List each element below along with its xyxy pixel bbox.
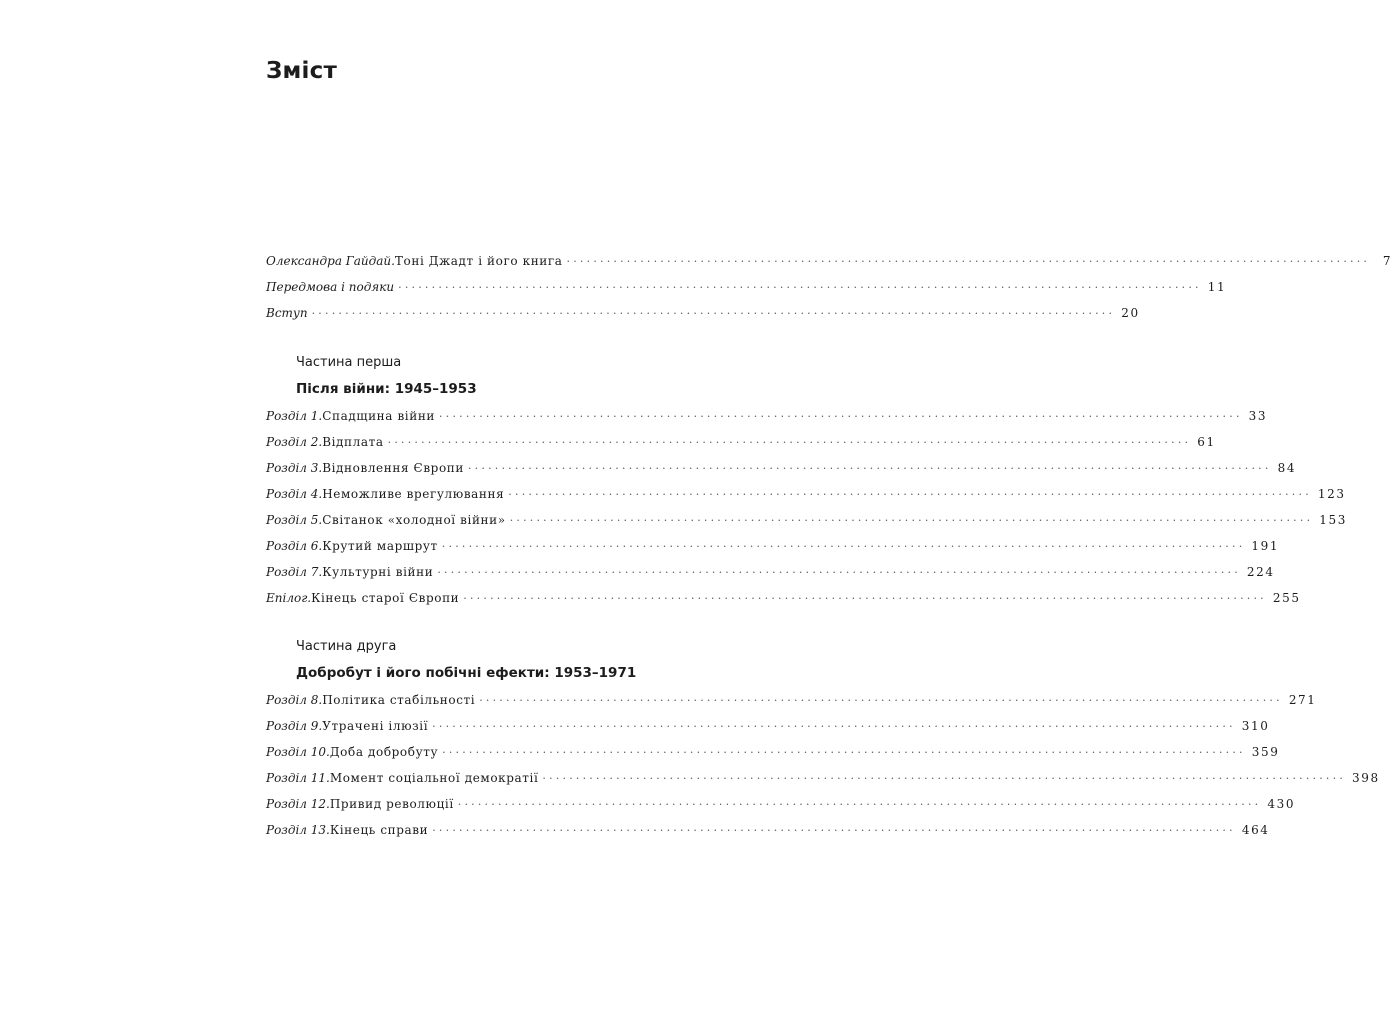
dot-leader: ························································································································ xyxy=(467,462,1272,475)
dot-leader: ························································································································ xyxy=(398,281,1202,294)
toc-entry-introduction xyxy=(266,303,1140,323)
entry-title: Момент соціальної демократії xyxy=(329,771,539,785)
entry-lead: Розділ 8. xyxy=(266,693,323,707)
dot-leader: ························································································································ xyxy=(463,592,1267,605)
entry-title: Культурні війни xyxy=(322,565,434,579)
entry-title: Привид революції xyxy=(329,797,454,811)
entry-title: Кінець справи xyxy=(329,823,429,837)
entry-lead: Розділ 3. xyxy=(266,461,323,475)
entry-lead: Розділ 4. xyxy=(266,487,323,501)
entry-lead: Розділ 12. xyxy=(266,797,330,811)
entry-page-number: 7 xyxy=(1382,254,1392,268)
toc-entry-preface xyxy=(266,277,1227,297)
dot-leader: ························································································································ xyxy=(457,798,1262,811)
toc-entry xyxy=(266,820,1270,840)
entry-page-number: 33 xyxy=(1248,409,1268,423)
dot-leader: ························································································································ xyxy=(509,514,1314,527)
entry-page-number: 11 xyxy=(1207,280,1227,294)
entry-lead: Епілог. xyxy=(266,591,312,605)
dot-leader: ························································································································ xyxy=(542,772,1347,785)
entry-lead: Олександра Гайдай. xyxy=(266,254,395,268)
toc-entry xyxy=(266,562,1275,582)
dot-leader: ························································································································ xyxy=(479,694,1283,707)
entry-title: Світанок «холодної війни» xyxy=(322,513,506,527)
toc-entry xyxy=(266,588,1301,608)
dot-leader: ························································································································ xyxy=(508,488,1312,501)
dot-leader: ························································································································ xyxy=(566,255,1371,268)
entry-title: Доба добробуту xyxy=(329,745,439,759)
dot-leader: ························································································································ xyxy=(432,824,1236,837)
entry-title: Спадщина війни xyxy=(322,409,436,423)
entry-page-number: 61 xyxy=(1197,435,1216,449)
entry-page-number: 430 xyxy=(1267,797,1296,811)
entry-title: Неможливе врегулювання xyxy=(322,487,505,501)
entry-page-number: 464 xyxy=(1241,823,1270,837)
entry-title: Кінець старої Європи xyxy=(311,591,460,605)
entry-page-number: 123 xyxy=(1317,487,1346,501)
page-title: Зміст xyxy=(266,58,337,84)
entry-title: Утрачені ілюзії xyxy=(322,719,429,733)
entry-page-number: 359 xyxy=(1251,745,1280,759)
toc-entry xyxy=(266,690,1317,710)
entry-lead: Розділ 9. xyxy=(266,719,323,733)
entry-lead: Розділ 6. xyxy=(266,539,323,553)
entry-page-number: 398 xyxy=(1352,771,1380,785)
toc-entry xyxy=(266,484,1346,504)
entry-page-number: 84 xyxy=(1277,461,1297,475)
entry-title: Тоні Джадт і його книга xyxy=(394,254,563,268)
toc-entry xyxy=(266,794,1296,814)
entry-title: Відплата xyxy=(322,435,384,449)
part-label: Частина друга xyxy=(296,639,397,654)
dot-leader: ························································································································ xyxy=(441,540,1246,553)
dot-leader: ························································································································ xyxy=(432,720,1236,733)
dot-leader: ························································································································ xyxy=(442,746,1246,759)
part-label: Частина перша xyxy=(296,355,402,370)
entry-page-number: 271 xyxy=(1288,693,1317,707)
toc-entry xyxy=(266,406,1268,426)
dot-leader: ························································································································ xyxy=(311,307,1116,320)
entry-lead: Розділ 5. xyxy=(266,513,323,527)
entry-title: Крутий маршрут xyxy=(322,539,438,553)
toc-entry xyxy=(266,768,1380,788)
toc-entry xyxy=(266,536,1280,556)
entry-lead: Розділ 7. xyxy=(266,565,323,579)
entry-page-number: 310 xyxy=(1241,719,1270,733)
dot-leader: ························································································································ xyxy=(439,410,1243,423)
toc-entry xyxy=(266,716,1270,736)
entry-lead: Розділ 11. xyxy=(266,771,330,785)
entry-page-number: 20 xyxy=(1121,306,1140,320)
entry-lead: Розділ 1. xyxy=(266,409,323,423)
toc-entry-foreword-author xyxy=(266,251,1392,271)
part-title: Добробут і його побічні ефекти: 1953–1971 xyxy=(296,665,637,681)
dot-leader: ························································································································ xyxy=(387,436,1192,449)
entry-lead: Передмова і подяки xyxy=(266,280,395,294)
entry-lead: Вступ xyxy=(266,306,308,320)
entry-lead: Розділ 13. xyxy=(266,823,330,837)
entry-page-number: 224 xyxy=(1246,565,1275,579)
entry-lead: Розділ 10. xyxy=(266,745,330,759)
part-title: Після війни: 1945–1953 xyxy=(296,381,477,397)
toc-entry xyxy=(266,458,1297,478)
toc-entry xyxy=(266,742,1280,762)
entry-page-number: 255 xyxy=(1272,591,1301,605)
entry-page-number: 153 xyxy=(1319,513,1347,527)
toc-entry xyxy=(266,432,1216,452)
dot-leader: ························································································································ xyxy=(437,566,1241,579)
entry-page-number: 191 xyxy=(1251,539,1280,553)
entry-lead: Розділ 2. xyxy=(266,435,323,449)
entry-title: Відновлення Європи xyxy=(322,461,464,475)
toc-entry xyxy=(266,510,1347,530)
entry-title: Політика стабільності xyxy=(322,693,476,707)
